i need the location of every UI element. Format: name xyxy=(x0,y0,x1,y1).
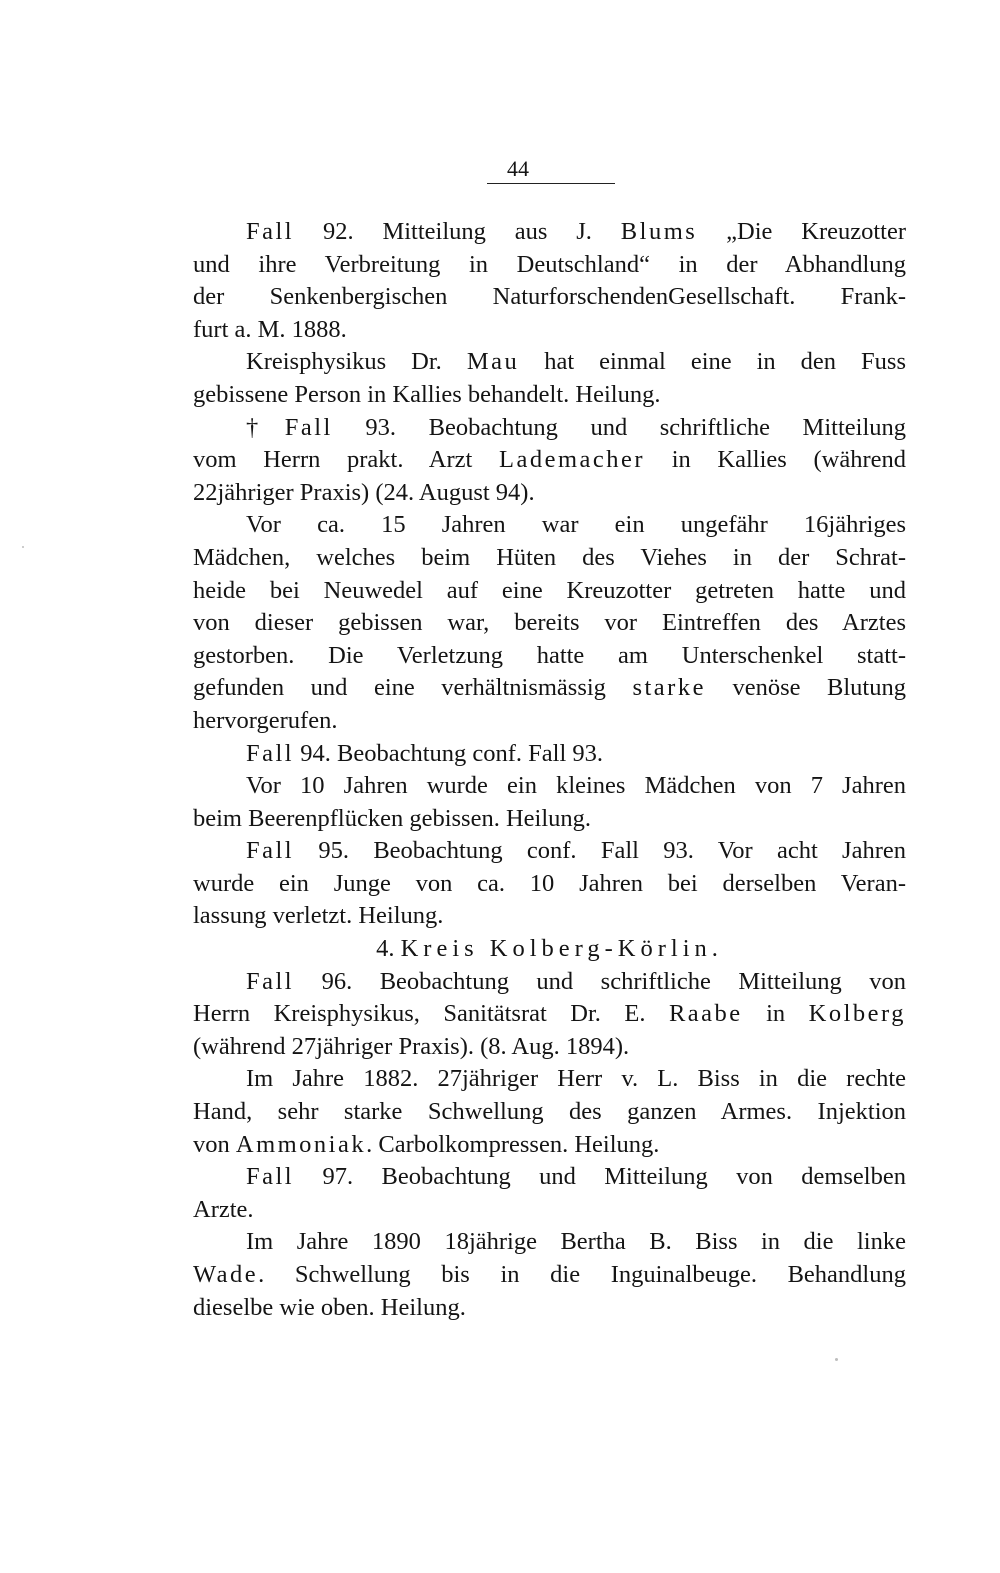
text-line xyxy=(193,1194,906,1227)
text-line xyxy=(193,868,906,901)
text-line xyxy=(193,1292,906,1325)
text-line xyxy=(193,770,906,803)
text-segment: von dieser gebissen war, bereits vor Eintreffen des Arztes xyxy=(193,609,906,637)
spaced-text: Ammoniak xyxy=(235,1130,367,1158)
text-segment: der Senkenbergischen NaturforschendenGesellschaft. Frank- xyxy=(193,283,906,311)
text-segment: Im Jahre 1882. 27jähriger Herr v. L. Biss in die rechte xyxy=(246,1065,906,1093)
text-segment: beim Beerenpflücken gebissen. Heilung. xyxy=(193,804,592,832)
text-line xyxy=(193,900,906,933)
text-segment: lassung verletzt. Heilung. xyxy=(193,902,444,930)
text-line xyxy=(193,1031,906,1064)
text-segment: hervorgerufen. xyxy=(193,706,338,734)
text-line xyxy=(193,509,906,542)
text-line xyxy=(193,281,906,314)
text-line xyxy=(193,346,906,379)
text-segment: 22jähriger Praxis) (24. August 94). xyxy=(193,478,535,506)
spaced-text: Wade xyxy=(193,1261,259,1288)
spaced-text: Raabe xyxy=(668,1000,743,1028)
text-segment: wurde ein Junge von ca. 10 Jahren bei derselben Veran- xyxy=(193,869,906,897)
spaced-text: Fall xyxy=(246,218,295,245)
text-line xyxy=(193,1226,906,1259)
spaced-text: Fall xyxy=(246,739,295,767)
text-segment: . Schwellung bis in die Inguinalbeuge. Behandlung xyxy=(258,1261,906,1288)
text-segment: gestorben. Die Verletzung hatte am Unterschenkel statt- xyxy=(193,641,906,669)
text-segment: Kreisphysikus Dr. xyxy=(246,348,467,376)
text-line xyxy=(193,1129,906,1162)
text-line xyxy=(193,607,906,640)
text-line xyxy=(193,314,906,347)
text-segment: 93. Beobachtung und schriftliche Mitteilung xyxy=(332,413,906,441)
spaced-text: Blums xyxy=(620,218,698,245)
text-segment: vom Herrn prakt. Arzt xyxy=(193,446,499,474)
spaced-text: Fall xyxy=(246,1163,295,1191)
text-line xyxy=(193,575,906,608)
text-line xyxy=(193,379,906,412)
section-heading xyxy=(193,933,906,966)
text-line xyxy=(193,998,906,1031)
text-line xyxy=(193,216,906,249)
text-line xyxy=(193,1161,906,1194)
spaced-text: starke xyxy=(632,674,706,702)
text-segment: dieselbe wie oben. Heilung. xyxy=(193,1293,466,1321)
text-segment: gebissene Person in Kallies behandelt. Heilung. xyxy=(193,380,661,408)
text-line xyxy=(193,672,906,705)
text-segment: Vor ca. 15 Jahren war ein ungefähr 16jähriges xyxy=(246,511,906,539)
text-line xyxy=(193,1063,906,1096)
text-line xyxy=(193,966,906,999)
text-segment: Arzte. xyxy=(193,1195,254,1223)
text-segment: Im Jahre 1890 18jährige Bertha B. Biss in die linke xyxy=(246,1228,906,1256)
scan-speck xyxy=(22,546,24,548)
text-line xyxy=(193,444,906,477)
text-line xyxy=(193,1259,906,1292)
spaced-text: Fall xyxy=(246,837,295,865)
text-segment: 96. Beobachtung und schriftliche Mitteilung von xyxy=(294,967,906,995)
text-segment: venöse Blutung xyxy=(705,674,906,702)
spaced-text: Fall xyxy=(284,413,333,441)
text-segment: und ihre Verbreitung in Deutschland“ in der Abhandlung xyxy=(193,250,906,278)
text-segment: (während 27jähriger Praxis). (8. Aug. 1894). xyxy=(193,1032,630,1060)
text-line xyxy=(193,835,906,868)
text-line xyxy=(193,477,906,510)
text-segment: in xyxy=(742,1000,809,1028)
page-number: 44 xyxy=(507,156,529,181)
scan-speck xyxy=(835,1358,838,1361)
text-segment: in Kallies (während xyxy=(645,446,906,474)
text-segment: gefunden und eine verhältnismässig xyxy=(193,674,633,702)
text-segment: Vor 10 Jahren wurde ein kleines Mädchen von 7 Jahren xyxy=(246,772,906,800)
text-segment: furt a. M. 1888. xyxy=(193,315,347,343)
text-segment: von xyxy=(193,1130,236,1158)
text-segment: Herrn Kreisphysikus, Sanitätsrat Dr. E. xyxy=(193,1000,669,1028)
spaced-text: Kolberg xyxy=(808,1000,906,1028)
text-segment: „Die Kreuzotter xyxy=(697,218,906,245)
header-rule xyxy=(487,183,615,184)
body-text xyxy=(193,216,906,1324)
text-line xyxy=(193,738,906,771)
text-segment: heide bei Neuwedel auf eine Kreuzotter getreten hatte und xyxy=(193,576,906,604)
text-line xyxy=(193,640,906,673)
text-segment: 4. xyxy=(376,935,401,963)
text-segment: 97. Beobachtung und Mitteilung von demselben xyxy=(294,1163,906,1191)
spaced-text: Fall xyxy=(246,967,295,995)
spaced-text: Lademacher xyxy=(498,446,646,474)
text-segment: hat einmal eine in den Fuss xyxy=(519,348,906,376)
text-line xyxy=(193,1096,906,1129)
spaced-text: Mau xyxy=(466,348,520,376)
text-line xyxy=(193,705,906,738)
text-segment: 92. Mitteilung aus J. xyxy=(294,218,621,245)
text-line xyxy=(193,249,906,282)
text-segment: 95. Beobachtung conf. Fall 93. Vor acht Jahren xyxy=(294,837,906,865)
text-line xyxy=(193,803,906,836)
text-segment: 94. Beobachtung conf. Fall 93. xyxy=(294,739,604,767)
text-segment: . Carbolkompressen. Heilung. xyxy=(366,1130,660,1158)
text-line xyxy=(193,542,906,575)
text-line xyxy=(193,412,906,445)
text-segment: Hand, sehr starke Schwellung des ganzen Armes. Injektion xyxy=(193,1098,906,1126)
text-segment: Mädchen, welches beim Hüten des Viehes in der Schrat- xyxy=(193,543,906,571)
spaced-text: Kreis Kolberg-Körlin. xyxy=(400,935,723,963)
text-segment: † xyxy=(246,413,285,441)
